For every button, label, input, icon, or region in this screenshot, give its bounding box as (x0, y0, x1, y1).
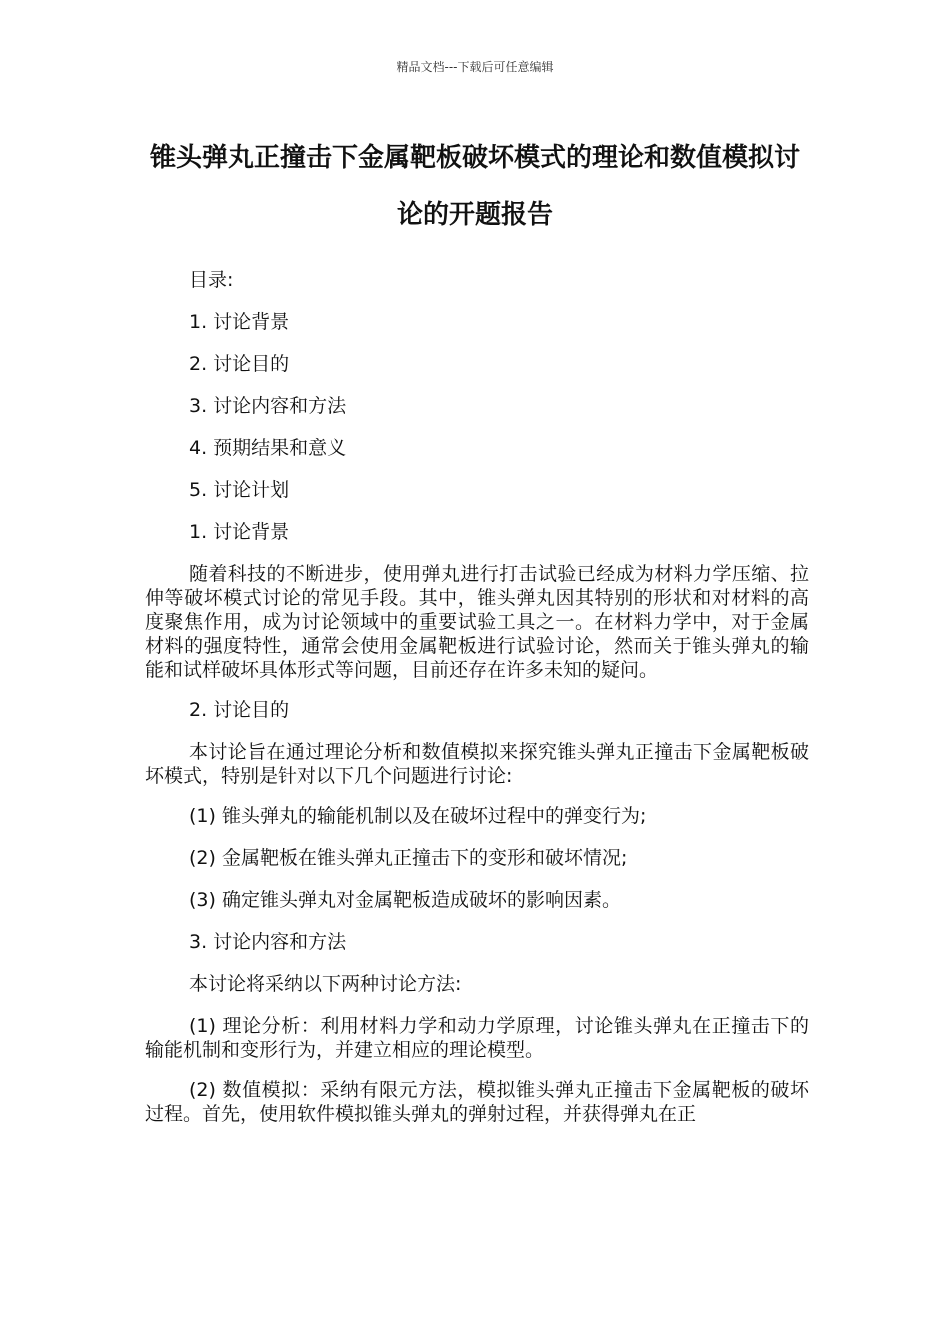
methods-intro: 本讨论将采纳以下两种讨论方法: (189, 973, 462, 995)
methods-item: (2) 数值模拟：采纳有限元方法，模拟锥头弹丸正撞击下金属靶板的破坏过程。首先，使用软件模拟锥头弹丸的弹射过程，并获得弹丸在正 (145, 1079, 809, 1125)
toc-item-purpose: 2. 讨论目的 (189, 353, 290, 375)
toc-item-plan: 5. 讨论计划 (189, 479, 290, 501)
purpose-item: (3) 确定锥头弹丸对金属靶板造成破坏的影响因素。 (189, 889, 621, 911)
purpose-item: (2) 金属靶板在锥头弹丸正撞击下的变形和破坏情况; (189, 847, 628, 869)
document-title: 锥头弹丸正撞击下金属靶板破坏模式的理论和数值模拟讨论的开题报告 (149, 143, 800, 230)
section-heading-methods: 3. 讨论内容和方法 (189, 931, 347, 953)
document-body (145, 268, 809, 1142)
toc-item-results: 4. 预期结果和意义 (189, 437, 347, 459)
purpose-paragraph: 本讨论旨在通过理论分析和数值模拟来探究锥头弹丸正撞击下金属靶板破坏模式，特别是针对以下几个问题进行讨论: (145, 741, 809, 787)
page-header-note: 精品文档---下载后可任意编辑 (396, 60, 554, 74)
section-heading-purpose: 2. 讨论目的 (189, 699, 290, 721)
background-paragraph: 随着科技的不断进步，使用弹丸进行打击试验已经成为材料力学压缩、拉伸等破坏模式讨论的常见手段。其中，锥头弹丸因其特别的形状和对材料的高度聚焦作用，成为讨论领域中的重要试验工具之一。在材料力学中，对于金属材料的强度特性，通常会使用金属靶板进行试验讨论，然而关于锥头弹丸的输能和试样破坏具体形式等问题，目前还存在许多未知的疑问。 (145, 563, 809, 681)
section-heading-background: 1. 讨论背景 (189, 521, 290, 543)
purpose-item: (1) 锥头弹丸的输能机制以及在破坏过程中的弹变行为; (189, 805, 647, 827)
methods-item: (1) 理论分析：利用材料力学和动力学原理，讨论锥头弹丸在正撞击下的输能机制和变形行为，并建立相应的理论模型。 (145, 1015, 809, 1061)
toc-item-methods: 3. 讨论内容和方法 (189, 395, 347, 417)
toc-label: 目录: (189, 269, 234, 291)
toc-item-background: 1. 讨论背景 (189, 311, 290, 333)
